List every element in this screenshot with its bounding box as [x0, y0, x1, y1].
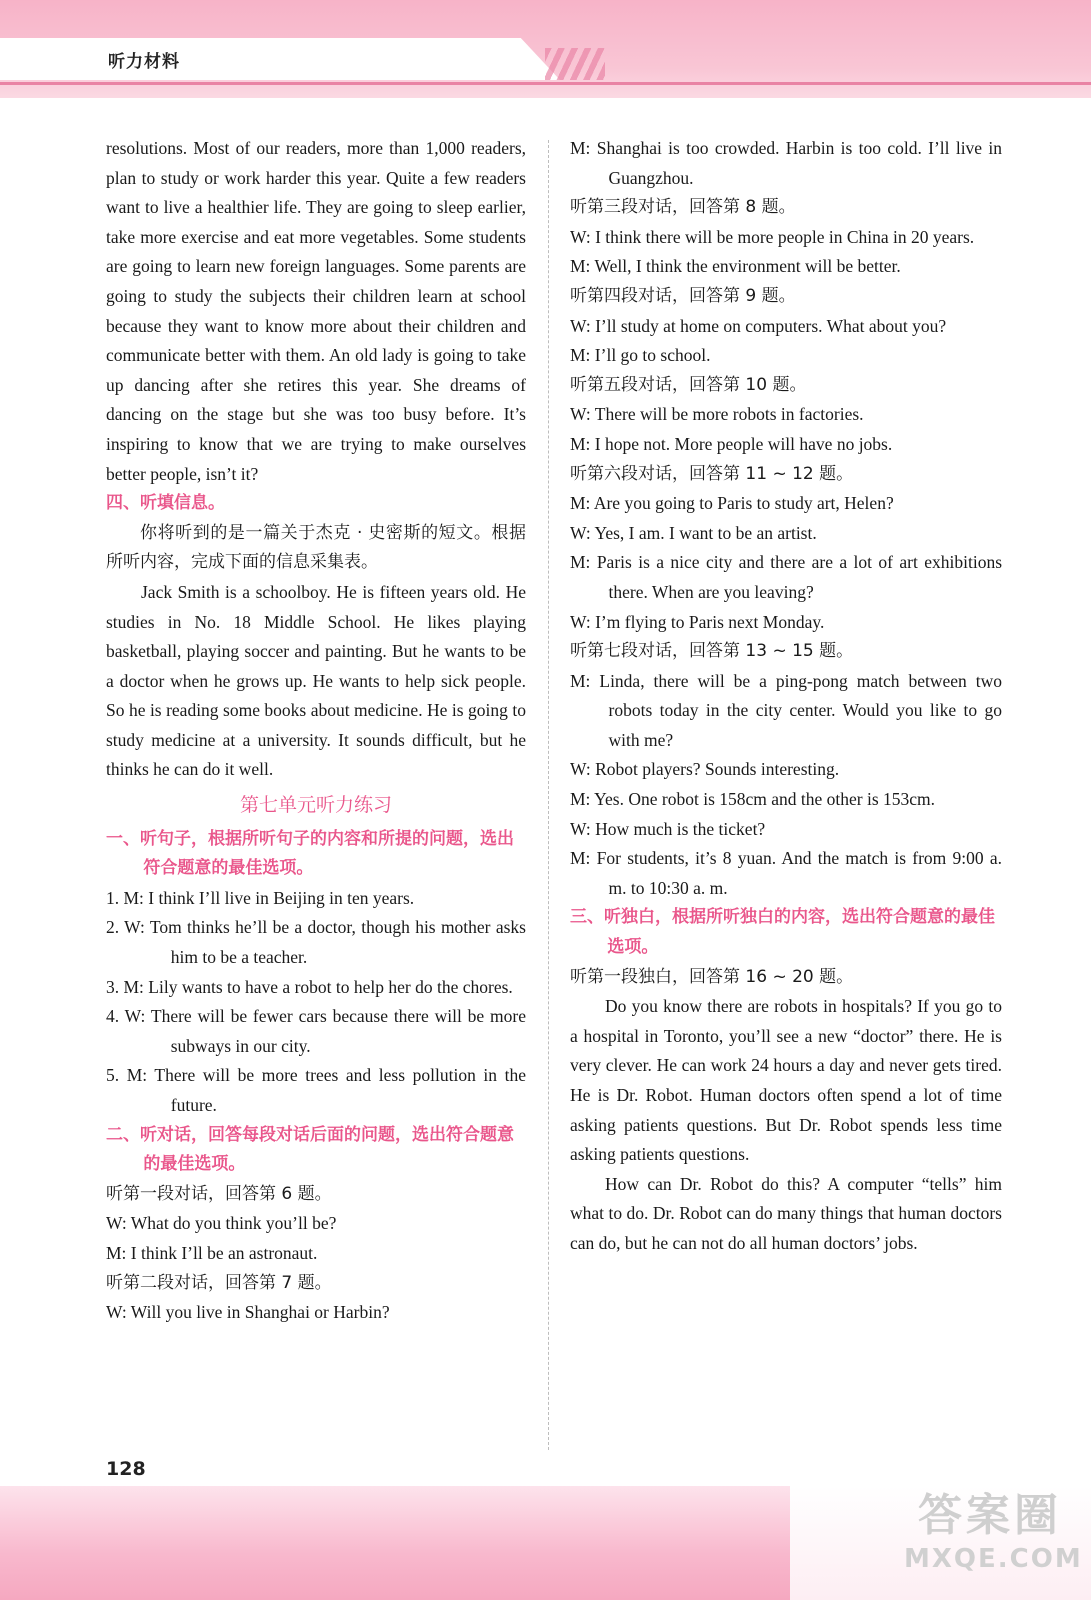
dialogue-line: M: Are you going to Paris to study art, Helen?: [570, 493, 894, 514]
header-stripe-decoration: [545, 48, 605, 80]
paragraph-resolutions: resolutions. Most of our readers, more than 1,000 readers, plan to study or work harder this year. Quite a few readers want to live a healthier life. They are going to sleep earlier, take more exercise and eat more vegetables. Some students are going to learn new foreign languages. Some parents are going to study the subjects their children learn at school because they want to know more about their children and communicate better with them. An old lady is going to take up dancing after she retires this year. She dreams of dancing on the stage but she was too busy before. It’s inspiring to know that we are trying to make ourselves better people, isn’t it?: [106, 138, 526, 484]
dialogue-line: M: Yes. One robot is 158cm and the other is 153cm.: [570, 789, 936, 810]
dialogue-6-label: 听第六段对话，回答第 11 ~ 12 题。: [570, 463, 854, 484]
dialogue-line: M: I hope not. More people will have no jobs.: [570, 433, 893, 454]
header-rule: [0, 82, 1091, 85]
footer-band: [0, 1486, 790, 1600]
dialogue-line: W: Robot players? Sounds interesting.: [570, 759, 840, 780]
dialogue-line: M: I think I’ll be an astronaut.: [106, 1242, 318, 1263]
dialogue-line: M: Linda, there will be a ping-pong match between two robots today in the city center. Would you like to go with me?: [570, 670, 1002, 750]
dialogue-5-label: 听第五段对话，回答第 10 题。: [570, 374, 807, 395]
dialogue-7-label: 听第七段对话，回答第 13 ~ 15 题。: [570, 641, 854, 662]
section-4-instruction: 你将听到的是一篇关于杰克 · 史密斯的短文。根据所听内容，完成下面的信息采集表。: [106, 522, 526, 573]
header-title: 听力材料: [108, 52, 180, 72]
sentence-item: 4. W: There will be fewer cars because there will be more subways in our city.: [106, 1006, 526, 1056]
watermark-logo: [904, 1488, 1083, 1588]
section-4-heading: 四、听填信息。: [106, 493, 225, 514]
dialogue-4-label: 听第四段对话，回答第 9 题。: [570, 285, 796, 306]
section-b-heading: 二、听对话，回答每段对话后面的问题，选出符合题意的最佳选项。: [106, 1124, 514, 1175]
dialogue-2-label: 听第二段对话，回答第 7 题。: [106, 1272, 332, 1293]
dialogue-line: W: Will you live in Shanghai or Harbin?: [106, 1302, 390, 1323]
dialogue-1-label: 听第一段对话，回答第 6 题。: [106, 1183, 332, 1204]
dialogue-line: M: Shanghai is too crowded. Harbin is too cold. I’ll live in Guangzhou.: [570, 138, 1002, 188]
dialogue-line: W: I’ll study at home on computers. What about you?: [570, 315, 947, 336]
section-c-heading: 三、听独白，根据所听独白的内容，选出符合题意的最佳选项。: [570, 907, 995, 958]
dialogue-3-label: 听第三段对话，回答第 8 题。: [570, 197, 796, 218]
watermark-text: 答案圈: [918, 1490, 1062, 1541]
left-column: [106, 134, 526, 1328]
monologue-paragraph: How can Dr. Robot do this? A computer “tells” him what to do. Dr. Robot can do many things that human doctors can do, but he can not do all human doctors’ jobs.: [570, 1173, 1002, 1253]
column-divider: [548, 140, 549, 1450]
monologue-label: 听第一段独白，回答第 16 ~ 20 题。: [570, 966, 854, 987]
dialogue-line: W: What do you think you’ll be?: [106, 1213, 337, 1234]
sentence-item: 1. M: I think I’ll live in Beijing in ten years.: [106, 887, 415, 908]
section-a-heading: 一、听句子，根据所听句子的内容和所提的问题，选出符合题意的最佳选项。: [106, 828, 514, 879]
dialogue-line: W: I’m flying to Paris next Monday.: [570, 611, 825, 632]
right-column: [570, 134, 1002, 1259]
page-number: 128: [106, 1458, 146, 1480]
monologue-paragraph: Do you know there are robots in hospitals? If you go to a hospital in Toronto, you’ll see a new “doctor” there. He is very clever. He can work 24 hours a day and never gets tired. He is Dr. Robot. Human doctors often spend a lot of time asking patients questions. But Dr. Robot spends less time asking patients questions.: [570, 996, 1002, 1165]
dialogue-line: M: I’ll go to school.: [570, 345, 711, 366]
sentence-item: 2. W: Tom thinks he’ll be a doctor, though his mother asks him to be a teacher.: [106, 917, 526, 968]
dialogue-line: W: I think there will be more people in China in 20 years.: [570, 226, 975, 247]
dialogue-line: M: Well, I think the environment will be better.: [570, 256, 901, 277]
watermark-url: MXQE.COM: [904, 1544, 1083, 1574]
dialogue-line: W: There will be more robots in factories.: [570, 404, 864, 425]
unit-title: 第七单元听力练习: [239, 794, 392, 817]
header-tab: [0, 38, 560, 80]
dialogue-line: W: Yes, I am. I want to be an artist.: [570, 522, 817, 543]
dialogue-line: W: How much is the ticket?: [570, 818, 766, 839]
dialogue-line: M: Paris is a nice city and there are a lot of art exhibitions there. When are you leaving?: [570, 552, 1002, 602]
sentence-item: 5. M: There will be more trees and less pollution in the future.: [106, 1065, 526, 1115]
jack-smith-passage: Jack Smith is a schoolboy. He is fifteen years old. He studies in No. 18 Middle School. He likes playing basketball, playing soccer and painting. But he wants to be a doctor when he grows up. He wants to help sick people. So he is reading some books about medicine. He is going to study medicine at a university. It sounds difficult, but he thinks he can do it well.: [106, 581, 526, 780]
dialogue-line: M: For students, it’s 8 yuan. And the match is from 9:00 a. m. to 10:30 a. m.: [570, 848, 1002, 898]
sentence-item: 3. M: Lily wants to have a robot to help her do the chores.: [106, 976, 513, 997]
